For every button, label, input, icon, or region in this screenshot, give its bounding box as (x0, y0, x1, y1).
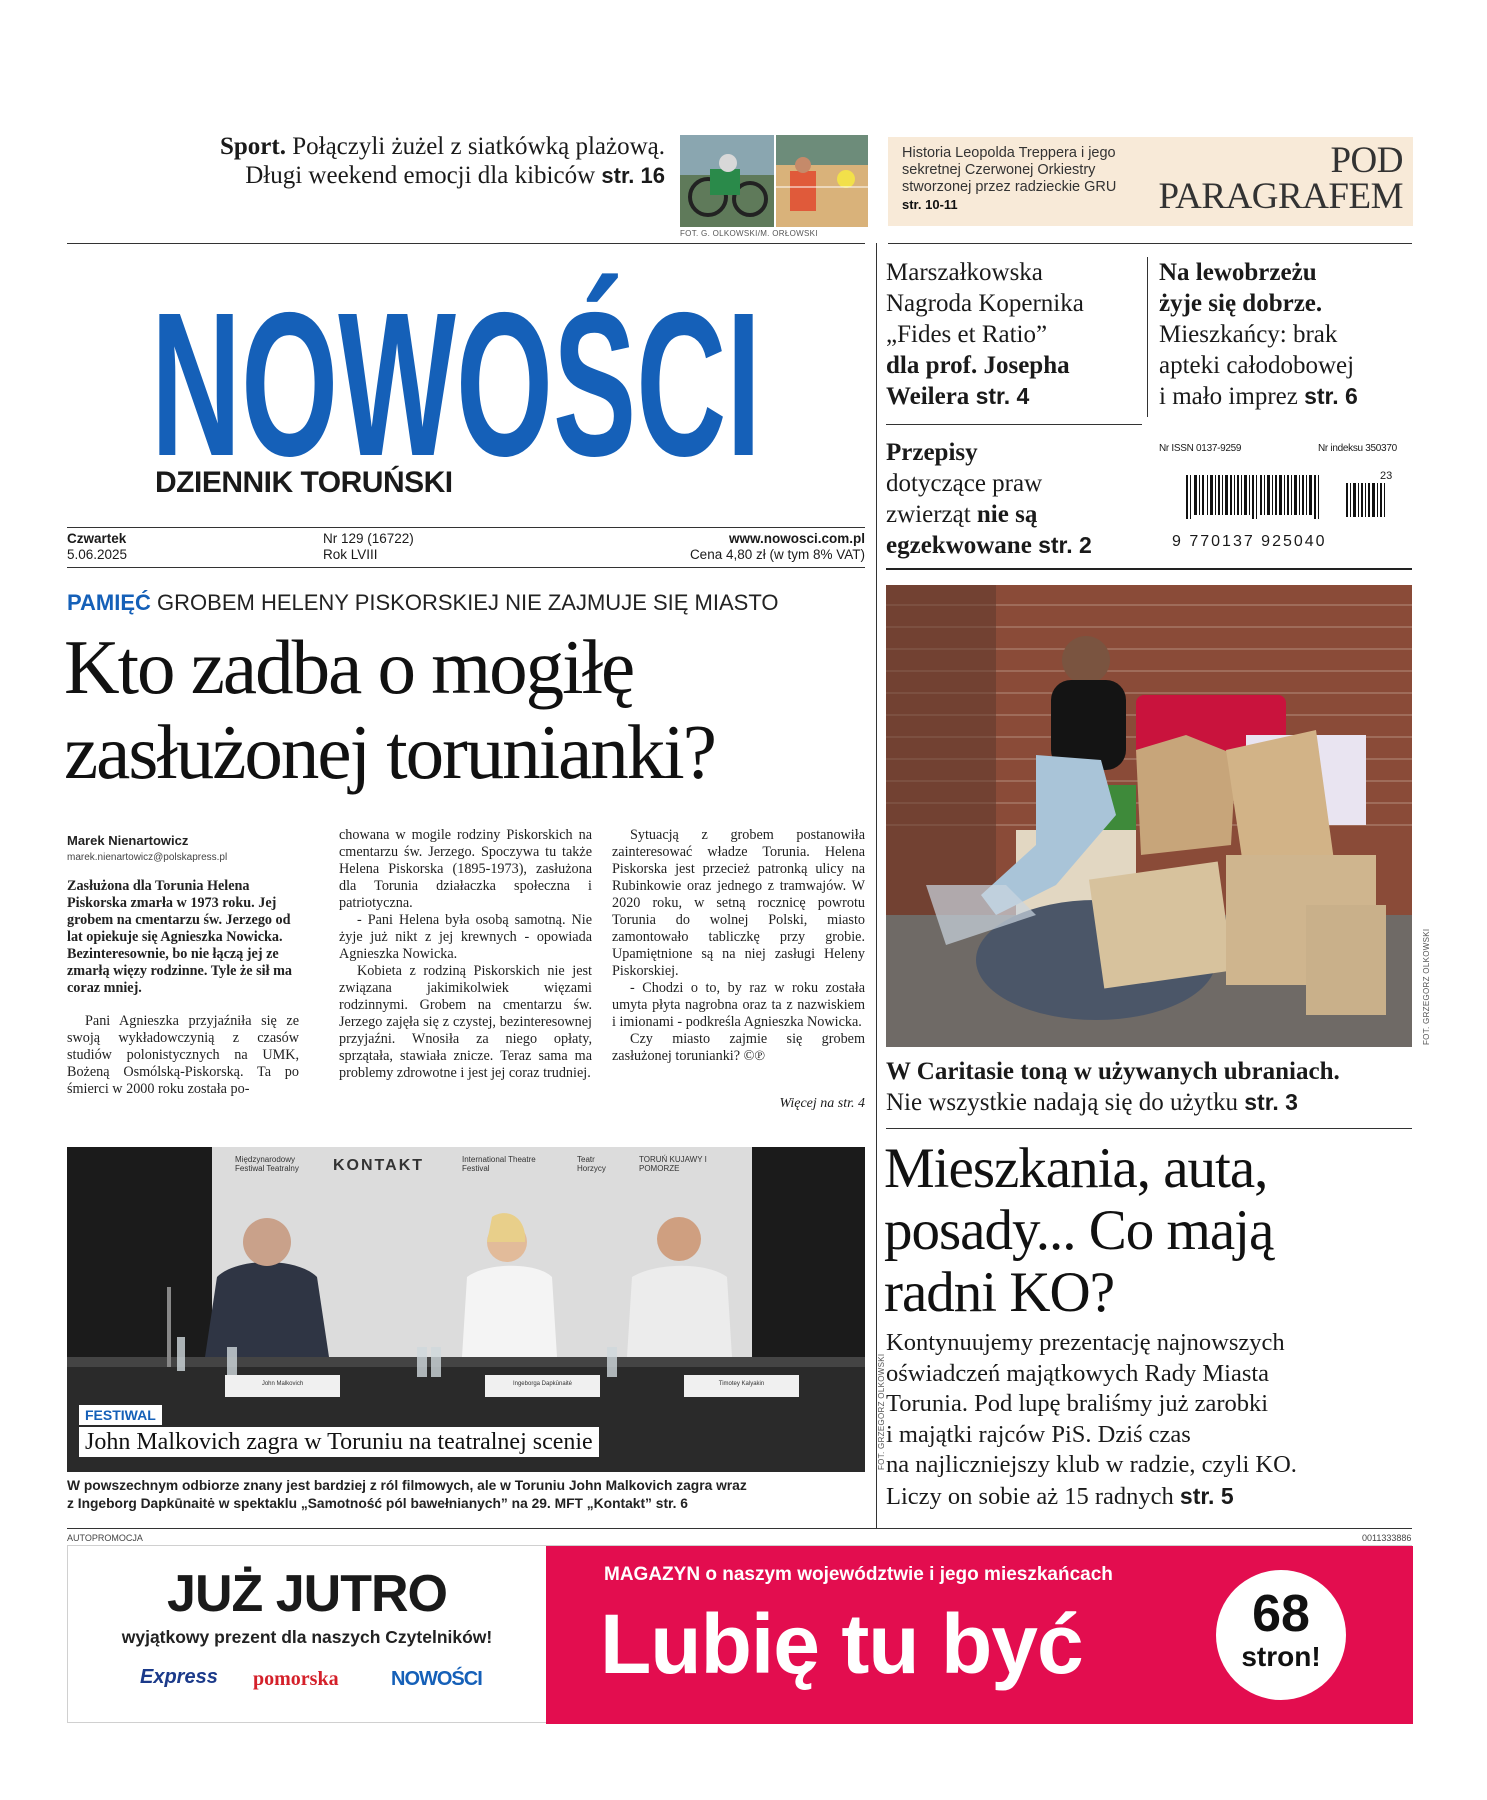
ad-code: 0011333886 (1362, 1533, 1412, 1543)
right-rule-2 (886, 1128, 1412, 1129)
teaser-lewobrzeze-l5: i mało imprez (1159, 383, 1305, 410)
masthead-rule-1 (67, 527, 865, 528)
autopromocja-label: AUTOPROMOCJA (67, 1533, 143, 1543)
teaser-przepisy-l2: dotyczące praw (886, 470, 1043, 497)
ad-magazine-line (604, 1564, 1113, 1586)
author-email[interactable]: marek.nienartowicz@polskapress.pl (67, 852, 228, 863)
teaser-kopernik-page: str. 4 (975, 383, 1030, 409)
main-headline-2: zasłużonej torunianki? (64, 709, 715, 795)
barcode (1186, 463, 1406, 533)
article-col-1 (67, 832, 299, 1098)
ad-pages-badge (1216, 1570, 1346, 1700)
barcode-digits: 9 770137 925040 (1172, 533, 1327, 550)
masthead-web-block (560, 531, 865, 563)
ad-headline: JUŻ JUTRO (167, 1565, 447, 1623)
ad-pages-word: stron! (1241, 1641, 1321, 1672)
pod-paragrafem-title-1: POD (1330, 140, 1403, 181)
top-rule-right (888, 243, 1412, 244)
main-headline[interactable] (64, 625, 715, 795)
radni-body (886, 1328, 1416, 1512)
radni-headline-2: posady... Co mają (884, 1199, 1274, 1262)
ad-brand-pomorska: pomorska (253, 1668, 339, 1690)
festival-banner-name: KONTAKT (333, 1157, 425, 1174)
pod-paragrafem-title-2: PARAGRAFEM (1158, 176, 1403, 217)
ad-brand-express: Express (140, 1666, 218, 1688)
sport-promo[interactable] (90, 132, 665, 190)
radni-b2: oświadczeń majątkowych Rady Miasta (886, 1359, 1270, 1387)
masthead-website[interactable]: www.nowosci.com.pl (728, 531, 865, 546)
teaser-kopernik[interactable] (886, 257, 1136, 412)
festival-kicker: FESTIWAL (79, 1405, 162, 1425)
masthead-rule-2 (67, 567, 865, 568)
masthead-year: Rok LVIII (323, 547, 378, 562)
column-rule (876, 243, 877, 1528)
teaser-przepisy-page: str. 2 (1038, 532, 1092, 558)
nameplate-1: John Malkovich (261, 1381, 304, 1387)
masthead-date-block (67, 531, 127, 563)
ad-magazine-panel[interactable] (546, 1546, 1413, 1724)
teaser-lewobrzeze-page: str. 6 (1304, 383, 1358, 409)
ad-sub: wyjątkowy prezent dla naszych Czytelników! (121, 1627, 493, 1647)
main-kicker-label: PAMIĘĆ (67, 590, 151, 615)
nameplate-3: Timotey Kalyakin (718, 1381, 765, 1387)
masthead-issue: Nr 129 (16722) (323, 531, 414, 546)
teaser-lewobrzeze-l1: Na lewobrzeżu (1159, 259, 1317, 286)
radni-headline-1: Mieszkania, auta, (884, 1137, 1268, 1200)
ad-magazine-bold: MAGAZYN (604, 1564, 701, 1585)
sport-line2: Długi weekend emocji dla kibiców (245, 162, 602, 189)
ad-banner[interactable] (67, 1545, 1412, 1723)
article-col3-p3: Czy miasto zajmie się grobem zasłużonej torunianki? ©℗ (612, 1031, 865, 1064)
festival-caption (67, 1477, 867, 1513)
nameplate-2: Ingeborga Dapkūnaitė (512, 1381, 573, 1387)
article-lead: Zasłużona dla Torunia Helena Piskorska zmarła w 1973 roku. Jej grobem na cmentarzu św. Jerzego od lat opiekuje się Agnieszka Nowicka. Bezinteresownie, bo nie łączą jej ze zmarłą więzy rodzinne. Tyle że sił ma coraz mniej. (67, 878, 292, 996)
festival-banner-top: Międzynarodowy Festiwal Teatralny (235, 1155, 299, 1173)
radni-headline[interactable] (884, 1138, 1414, 1324)
sport-page: str. 16 (601, 163, 665, 188)
teaser-przepisy-l3a: zwierząt (886, 501, 977, 528)
radni-page: str. 5 (1179, 1482, 1234, 1509)
top-rule-left (67, 243, 865, 244)
ad-magazine-rest: o naszym województwie i jego mieszkańcach (700, 1564, 1113, 1585)
article-more-link[interactable]: Więcej na str. 4 (779, 1096, 865, 1111)
nowosci-logo-icon (145, 255, 795, 465)
masthead-subtitle: DZIENNIK TORUŃSKI (155, 466, 453, 499)
pod-paragrafem-text: Historia Leopolda Treppera i jego sekretnej Czerwonej Orkiestry stworzonej przez radzieckie GRU (902, 145, 1117, 195)
article-col-3 (612, 827, 865, 1065)
teaser-kopernik-l4: dla prof. Josepha (886, 352, 1070, 379)
pod-paragrafem-page: str. 10-11 (902, 197, 958, 212)
teaser-kopernik-l3: „Fides et Ratio” (886, 321, 1048, 348)
caritas-page: str. 3 (1244, 1089, 1298, 1115)
issn-label: Nr ISSN 0137-9259 (1159, 443, 1242, 454)
teaser-rule (886, 424, 1142, 425)
teaser-przepisy[interactable] (886, 437, 1146, 561)
caritas-photo[interactable] (886, 585, 1412, 1047)
masthead-day: Czwartek (67, 531, 127, 546)
sport-photo[interactable] (680, 135, 868, 227)
article-col-2 (339, 827, 592, 1082)
main-kicker (67, 590, 779, 616)
ad-pages-num: 68 (1252, 1585, 1310, 1643)
sport-photo-credit: FOT. G. OLKOWSKI/M. ORŁOWSKI (680, 229, 818, 238)
teaser-przepisy-l4: egzekwowane (886, 532, 1039, 559)
ad-brand-nowosci: NOWOŚCI (391, 1668, 482, 1690)
radni-b1: Kontynuujemy prezentację najnowszych (886, 1329, 1285, 1356)
festival-caption-2: z Ingeborg Dapkūnaitė w spektaklu „Samotność pól bawełnianych” na 29. MFT „Kontakt” str. 6 (67, 1496, 688, 1511)
radni-b6: Liczy on sobie aż 15 radnych (886, 1482, 1180, 1510)
masthead-date: 5.06.2025 (67, 547, 128, 562)
main-kicker-rest: GROBEM HELENY PISKORSKIEJ NIE ZAJMUJE SIĘ MIASTO (150, 590, 779, 615)
teaser-przepisy-l3b: nie są (976, 501, 1038, 528)
teaser-kopernik-l2: Nagroda Kopernika (886, 290, 1084, 317)
festival-title[interactable]: John Malkovich zagra w Toruniu na teatralnej scenie (79, 1427, 599, 1457)
festival-banner-intl: International Theatre Festival (462, 1155, 536, 1173)
caritas-photo-image (886, 585, 1412, 1047)
radni-headline-3: radni KO? (884, 1261, 1114, 1324)
speedway-volleyball-photo (680, 135, 868, 227)
author-name: Marek Nienartowicz (67, 833, 189, 848)
teaser-kopernik-l1: Marszałkowska (886, 259, 1043, 286)
teaser-lewobrzeze-l2: żyje się dobrze. (1159, 290, 1323, 317)
ad-magazine-title: Lubię tu być (600, 1597, 1083, 1691)
barcode-addon: 23 (1380, 470, 1393, 482)
radni-b4: i majątki rajców PiS. Dziś czas (886, 1420, 1191, 1448)
caritas-caption[interactable] (886, 1057, 1416, 1118)
radni-b5: na najliczniejszy klub w radzie, czyli KO. (886, 1451, 1297, 1478)
festival-photo[interactable] (67, 1147, 865, 1472)
sport-label: Sport. (219, 133, 286, 160)
masthead-issue-block (323, 531, 414, 563)
article-col2-p2: - Pani Helena była osobą samotną. Nie żyje już nikt z jej krewnych - opowiada Agnieszka Nowicka. (339, 912, 592, 962)
article-col1-body: Pani Agnieszka przyjaźniła się ze swoją wykładowczynią z czasów studiów polonistycznych na UMK, Bożeną Osmólską-Piskorską. Ta po śmierci w 2000 roku została po- (67, 1013, 299, 1097)
radni-b3: Torunia. Pod lupę braliśmy już zarobki (886, 1390, 1269, 1417)
article-col2-p3: Kobieta z rodziną Piskorskich nie jest związana jakimikolwiek więzami rodzinnymi. Grobem na cmentarzu św. Jerzego zajęła się z czystej, bezinteresownej przyjaźni. Wnosiła za niego opłaty, sprzątała, stawiała znicze. Teraz sama ma problemy zdrowotne i jest jej coraz trudniej. (339, 963, 592, 1081)
caritas-photo-credit: FOT. GRZEGORZ OLKOWSKI (1422, 928, 1431, 1045)
svg-text:NOWOŚCI: NOWOŚCI (151, 270, 761, 465)
teaser-lewobrzeze[interactable] (1159, 257, 1419, 412)
teaser-lewobrzeze-l4: apteki całodobowej (1159, 352, 1355, 379)
festival-banner-teatr: Teatr Horzycy (577, 1155, 606, 1173)
article-col3-p1: Sytuacją z grobem postanowiła zainteresować władze Torunia. Helena Piskorska jest przecież patronką ulicy na Rubinkowie oraz jednego z tramwajów. W 2020 roku, w setną rocznicę powrotu Torunia do wolnej Polski, miasto zamontowało tabliczkę przy grobie. Upamiętnione są na niej zasługi Heleny Piskorskiej. (612, 827, 865, 979)
teaser-kopernik-l5: Weilera (886, 383, 976, 410)
masthead-price: Cena 4,80 zł (w tym 8% VAT) (689, 547, 865, 562)
caritas-headline: W Caritasie toną w używanych ubraniach. (886, 1058, 1340, 1085)
article-col3-p2: - Chodzi o to, by raz w roku została umyta płyta nagrobna oraz ta z nazwiskiem i imionami - podkreśla Agnieszka Nowicka. (612, 980, 865, 1030)
index-label: Nr indeksu 350370 (1318, 443, 1397, 454)
teaser-lewobrzeze-l3: Mieszkańcy: brak (1159, 321, 1338, 348)
teaser-divider (1147, 257, 1148, 417)
sport-line1: Połączyli żużel z siatkówką plażową. (285, 133, 665, 160)
festival-caption-1: W powszechnym odbiorze znany jest bardziej z ról filmowych, ale w Toruniu John Malkovich zagra wraz (67, 1478, 747, 1493)
right-rule-1 (886, 568, 1412, 570)
article-col2-p1: chowana w mogile rodziny Piskorskich na cmentarzu św. Jerzego. Spoczywa tu także Helena Piskorska (1895-1973), zasłużona dla Torunia działaczka społeczna i patriotyczna. (339, 827, 592, 911)
caritas-sub: Nie wszystkie nadają się do użytku (886, 1089, 1245, 1116)
main-headline-1: Kto zadba o mogiłę (64, 624, 634, 710)
barcode-icon (1186, 463, 1406, 533)
festival-photo-image (67, 1147, 865, 1472)
festival-photo-credit: FOT. GRZEGORZ OLKOWSKI (877, 1353, 886, 1470)
masthead-logo[interactable] (145, 255, 795, 465)
ad-rule (67, 1528, 1412, 1529)
festival-banner-region: TORUŃ KUJAWY I POMORZE (639, 1155, 707, 1173)
pod-paragrafem-promo[interactable] (888, 137, 1413, 226)
teaser-przepisy-l1: Przepisy (886, 439, 978, 466)
